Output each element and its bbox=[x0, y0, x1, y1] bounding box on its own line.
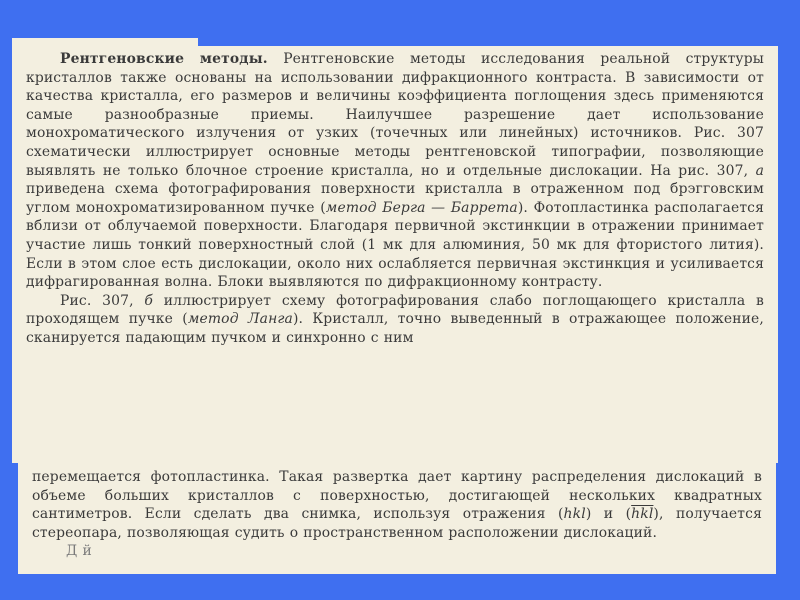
figure-part-b: б bbox=[144, 292, 153, 309]
method-name-lang: метод Ланга bbox=[187, 311, 293, 328]
figure-part-a: а bbox=[755, 162, 764, 179]
page-text-bottom bbox=[32, 468, 762, 561]
reflection-index-hkl-bar: $\overline{hkl}$ bbox=[631, 506, 654, 523]
reflection-index-hkl: hkl bbox=[563, 506, 586, 523]
paragraph-x-ray-methods bbox=[26, 50, 764, 292]
scanned-page-bottom bbox=[18, 462, 776, 574]
method-name-berg-barrett: метод Берга — Баррета bbox=[325, 199, 518, 216]
scanned-page-top bbox=[12, 38, 778, 463]
scan-edge-notch bbox=[198, 38, 778, 46]
paragraph-continuation bbox=[32, 468, 762, 542]
paragraph-text: иллюстрирует схему фотографирования слабо поглощающего кристалла в проходящем пучке ( bbox=[26, 292, 764, 328]
page-text-top bbox=[26, 50, 764, 348]
section-run-in-heading: Рентгеновские методы. bbox=[60, 51, 268, 67]
paragraph-text: приведена схема фотографирования поверхности кристалла в отраженном под брэгговским углом монохроматизированном пучке ( bbox=[26, 181, 764, 216]
paragraph-lang-method bbox=[26, 292, 764, 348]
paragraph-text: Рентгеновские методы исследования реальной структуры кристаллов также основаны на использовании дифракционного контраста. В зависимости от качества кристалла, его размеров и величины коэффициента поглощения здесь применяются самые разнообразные приемы. Наилучшее разрешение дает использование монохроматического излучения от узких (точечных или линейных) источников. Рис. 307 схематически иллюстрирует основные методы рентгеновской типографии, позволяющие выявлять не только блочное строение кристалла, но и отдельные дислокации. На рис. 307, bbox=[26, 51, 764, 179]
paragraph-text: ), получается стереопара, позволяющая судить о пространственном расположении дислокаций. bbox=[32, 506, 762, 541]
paragraph-text: ). Кристалл, точно выведенный в отражающее положение, сканируется падающим пучком и синхронно с ним bbox=[26, 311, 764, 346]
cut-off-line: Д й bbox=[66, 543, 92, 560]
paragraph-text: ). Фотопластинка располагается вблизи от облучаемой поверхности. Благодаря первичной экстинкции в отражении принимает участие лишь тонкий поверхностный слой (1 мк для алюминия, 50 мк для фтористого лития). Если в этом слое есть дислокации, около них ослабляется первичная экстинкция и усиливается дифрагированная волна. Блоки выявляются по дифракционному контрасту. bbox=[26, 199, 765, 291]
paragraph-text: перемещается фотопластинка. Такая развертка дает картину распределения дислокаций в объеме больших кристаллов с поверхностью, достигающей нескольких квадратных сантиметров. Если сделать два снимка, используя отражения ( bbox=[32, 469, 762, 523]
paragraph-text: ) и ( bbox=[585, 506, 632, 523]
paragraph-text: Рис. 307, bbox=[60, 292, 145, 309]
